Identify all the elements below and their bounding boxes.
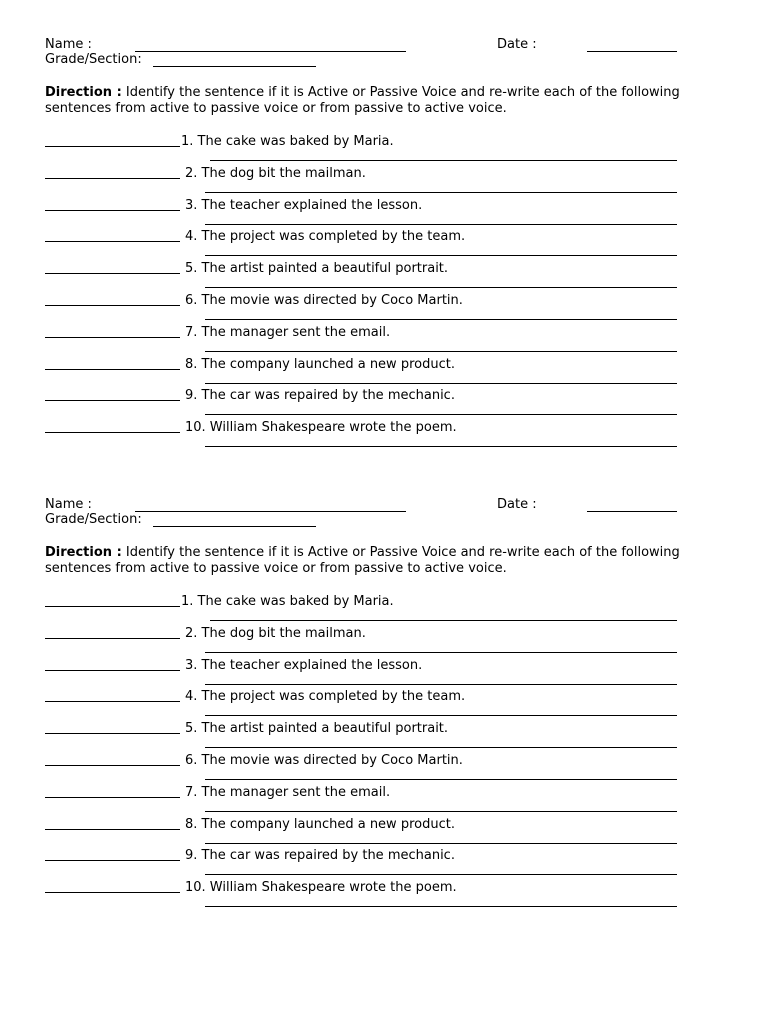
rewrite-blank[interactable] [205, 684, 677, 685]
rewrite-blank[interactable] [205, 906, 677, 907]
list-item [45, 689, 725, 721]
sentence-text: 9. The car was repaired by the mechanic. [185, 388, 455, 403]
list-item [45, 658, 725, 690]
list-item [45, 817, 725, 849]
direction-label: Direction : [45, 545, 122, 560]
date-blank[interactable] [587, 37, 677, 52]
name-blank[interactable] [135, 37, 406, 52]
rewrite-blank[interactable] [205, 843, 677, 844]
voice-answer-blank[interactable] [45, 785, 180, 798]
sentence-text: 3. The teacher explained the lesson. [185, 658, 423, 673]
voice-answer-blank[interactable] [45, 198, 180, 211]
voice-answer-blank[interactable] [45, 388, 180, 401]
voice-answer-blank[interactable] [45, 721, 180, 734]
list-item [45, 594, 725, 626]
voice-answer-blank[interactable] [45, 293, 180, 306]
list-item [45, 166, 725, 198]
voice-answer-blank[interactable] [45, 689, 180, 702]
sentence-text: 5. The artist painted a beautiful portrait. [185, 721, 449, 736]
rewrite-blank[interactable] [205, 319, 677, 320]
voice-answer-blank[interactable] [45, 420, 180, 433]
voice-answer-blank[interactable] [45, 594, 180, 607]
grade-section-blank[interactable] [153, 52, 316, 67]
sentence-text: 2. The dog bit the mailman. [185, 166, 366, 181]
direction-paragraph [45, 545, 735, 577]
voice-answer-blank[interactable] [45, 166, 180, 179]
grade-section-label: Grade/Section: [45, 512, 142, 527]
voice-answer-blank[interactable] [45, 753, 180, 766]
rewrite-blank[interactable] [205, 351, 677, 352]
voice-answer-blank[interactable] [45, 357, 180, 370]
direction-paragraph [45, 85, 735, 117]
rewrite-blank[interactable] [205, 874, 677, 875]
name-label: Name : [45, 497, 92, 512]
sentence-text: 10. William Shakespeare wrote the poem. [185, 420, 457, 435]
rewrite-blank[interactable] [205, 811, 677, 812]
list-item [45, 198, 725, 230]
rewrite-blank[interactable] [210, 620, 677, 621]
voice-answer-blank[interactable] [45, 658, 180, 671]
rewrite-blank[interactable] [205, 779, 677, 780]
sentence-text: 8. The company launched a new product. [185, 357, 455, 372]
list-item [45, 229, 725, 261]
sentence-text: 2. The dog bit the mailman. [185, 626, 366, 641]
list-item [45, 420, 725, 452]
voice-answer-blank[interactable] [45, 325, 180, 338]
voice-answer-blank[interactable] [45, 880, 180, 893]
voice-answer-blank[interactable] [45, 134, 180, 147]
rewrite-blank[interactable] [205, 255, 677, 256]
sentence-text: 7. The manager sent the email. [185, 325, 391, 340]
rewrite-blank[interactable] [210, 160, 677, 161]
direction-text: Identify the sentence if it is Active or Passive Voice and re-write each of the following sentences from active to passive voice or from passive to active voice. [45, 545, 680, 576]
rewrite-blank[interactable] [205, 652, 677, 653]
name-label: Name : [45, 37, 92, 52]
sentence-text: 1. The cake was baked by Maria. [181, 594, 394, 609]
voice-answer-blank[interactable] [45, 626, 180, 639]
list-item [45, 753, 725, 785]
rewrite-blank[interactable] [205, 747, 677, 748]
list-item [45, 261, 725, 293]
sentence-text: 6. The movie was directed by Coco Martin. [185, 753, 463, 768]
list-item [45, 848, 725, 880]
list-item [45, 880, 725, 912]
sentence-text: 6. The movie was directed by Coco Martin. [185, 293, 463, 308]
sentence-text: 1. The cake was baked by Maria. [181, 134, 394, 149]
voice-answer-blank[interactable] [45, 817, 180, 830]
date-blank[interactable] [587, 497, 677, 512]
voice-answer-blank[interactable] [45, 848, 180, 861]
sentence-text: 8. The company launched a new product. [185, 817, 455, 832]
rewrite-blank[interactable] [205, 192, 677, 193]
direction-text: Identify the sentence if it is Active or Passive Voice and re-write each of the following sentences from active to passive voice or from passive to active voice. [45, 85, 680, 116]
rewrite-blank[interactable] [205, 414, 677, 415]
list-item [45, 325, 725, 357]
sentence-text: 3. The teacher explained the lesson. [185, 198, 423, 213]
sentence-text: 10. William Shakespeare wrote the poem. [185, 880, 457, 895]
rewrite-blank[interactable] [205, 715, 677, 716]
list-item [45, 134, 725, 166]
rewrite-blank[interactable] [205, 287, 677, 288]
list-item [45, 785, 725, 817]
rewrite-blank[interactable] [205, 224, 677, 225]
sentence-text: 5. The artist painted a beautiful portrait. [185, 261, 449, 276]
grade-section-label: Grade/Section: [45, 52, 142, 67]
rewrite-blank[interactable] [205, 383, 677, 384]
grade-section-blank[interactable] [153, 512, 316, 527]
list-item [45, 388, 725, 420]
direction-label: Direction : [45, 85, 122, 100]
list-item [45, 721, 725, 753]
voice-answer-blank[interactable] [45, 261, 180, 274]
date-label: Date : [497, 497, 537, 512]
rewrite-blank[interactable] [205, 446, 677, 447]
list-item [45, 357, 725, 389]
voice-answer-blank[interactable] [45, 229, 180, 242]
sentence-text: 4. The project was completed by the team. [185, 689, 466, 704]
sentence-text: 4. The project was completed by the team. [185, 229, 466, 244]
name-blank[interactable] [135, 497, 406, 512]
sentence-text: 9. The car was repaired by the mechanic. [185, 848, 455, 863]
date-label: Date : [497, 37, 537, 52]
list-item [45, 626, 725, 658]
list-item [45, 293, 725, 325]
sentence-text: 7. The manager sent the email. [185, 785, 391, 800]
